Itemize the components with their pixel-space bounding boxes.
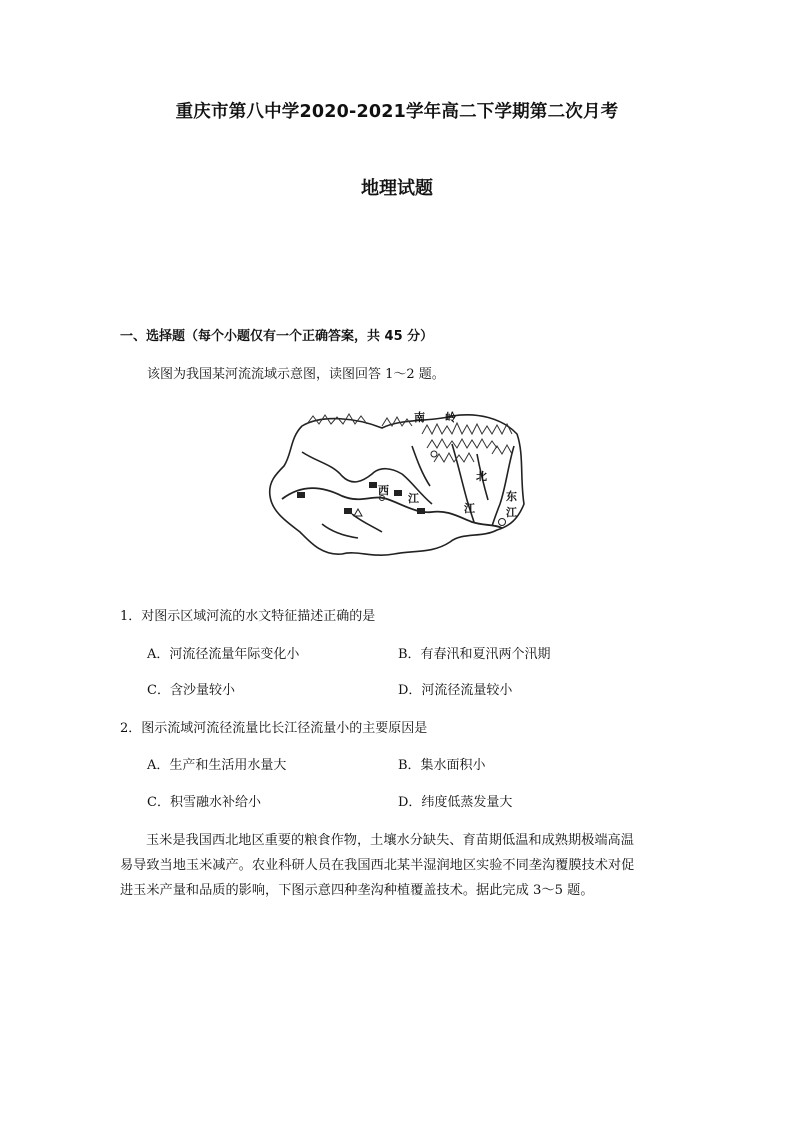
page-title: 重庆市第八中学2020-2021学年高二下学期第二次月考 — [175, 102, 619, 122]
passage-line-2: 易导致当地玉米减产。农业科研人员在我国西北某半湿润地区实验不同垄沟覆膜技术对促 — [120, 858, 635, 873]
passage — [120, 828, 680, 903]
city-symbol — [499, 519, 506, 526]
map-label-jiang3: 江 — [506, 506, 517, 519]
passage-line-1: 玉米是我国西北地区重要的粮食作物，土壤水分缺失、育苗期低温和成熟期极端高温 — [146, 833, 634, 848]
question-1-option-a: A．河流径流量年际变化小 — [147, 647, 300, 662]
question-2-option-a: A．生产和生活用水量大 — [147, 758, 287, 773]
map-label-xi: 西 — [378, 484, 389, 497]
map-label-ling: 岭 — [445, 411, 456, 424]
tributary-3 — [352, 514, 382, 532]
tributary-4 — [322, 524, 358, 538]
triangle-symbol — [354, 509, 362, 516]
section-heading: 一、选择题（每个小题仅有一个正确答案，共 45 分） — [120, 329, 434, 344]
page-subtitle: 地理试题 — [361, 178, 433, 199]
dam-symbol — [394, 490, 402, 496]
intro-text: 该图为我国某河流流域示意图，读图回答 1～2 题。 — [147, 367, 445, 382]
river-basin-map — [262, 404, 527, 564]
question-1-option-b: B．有春汛和夏汛两个汛期 — [398, 647, 551, 662]
dam-symbol — [369, 482, 377, 488]
dam-symbol — [344, 508, 352, 514]
dam-symbol — [417, 508, 425, 514]
map-label-jiang1: 江 — [408, 492, 419, 505]
question-1-stem: 1．对图示区域河流的水文特征描述正确的是 — [120, 609, 376, 624]
dam-symbol — [297, 492, 305, 498]
map-label-jiang2: 江 — [464, 502, 475, 515]
question-2-option-d: D．纬度低蒸发量大 — [398, 795, 513, 810]
question-2-option-b: B．集水面积小 — [398, 758, 486, 773]
city-symbol — [431, 451, 437, 457]
tributary-2 — [412, 446, 430, 486]
question-1-option-c: C．含沙量较小 — [147, 683, 235, 698]
map-label-dong: 东 — [506, 490, 517, 503]
map-label-bei: 北 — [476, 470, 487, 483]
question-2-stem: 2．图示流域河流径流量比长江径流量小的主要原因是 — [120, 721, 428, 736]
question-2-option-c: C．积雪融水补给小 — [147, 795, 261, 810]
basin-boundary — [270, 415, 524, 555]
passage-line-3: 进玉米产量和品质的影响，下图示意四种垄沟种植覆盖技术。据此完成 3～5 题。 — [120, 883, 594, 898]
map-label-nan: 南 — [414, 411, 425, 424]
question-1-option-d: D．河流径流量较小 — [398, 683, 513, 698]
